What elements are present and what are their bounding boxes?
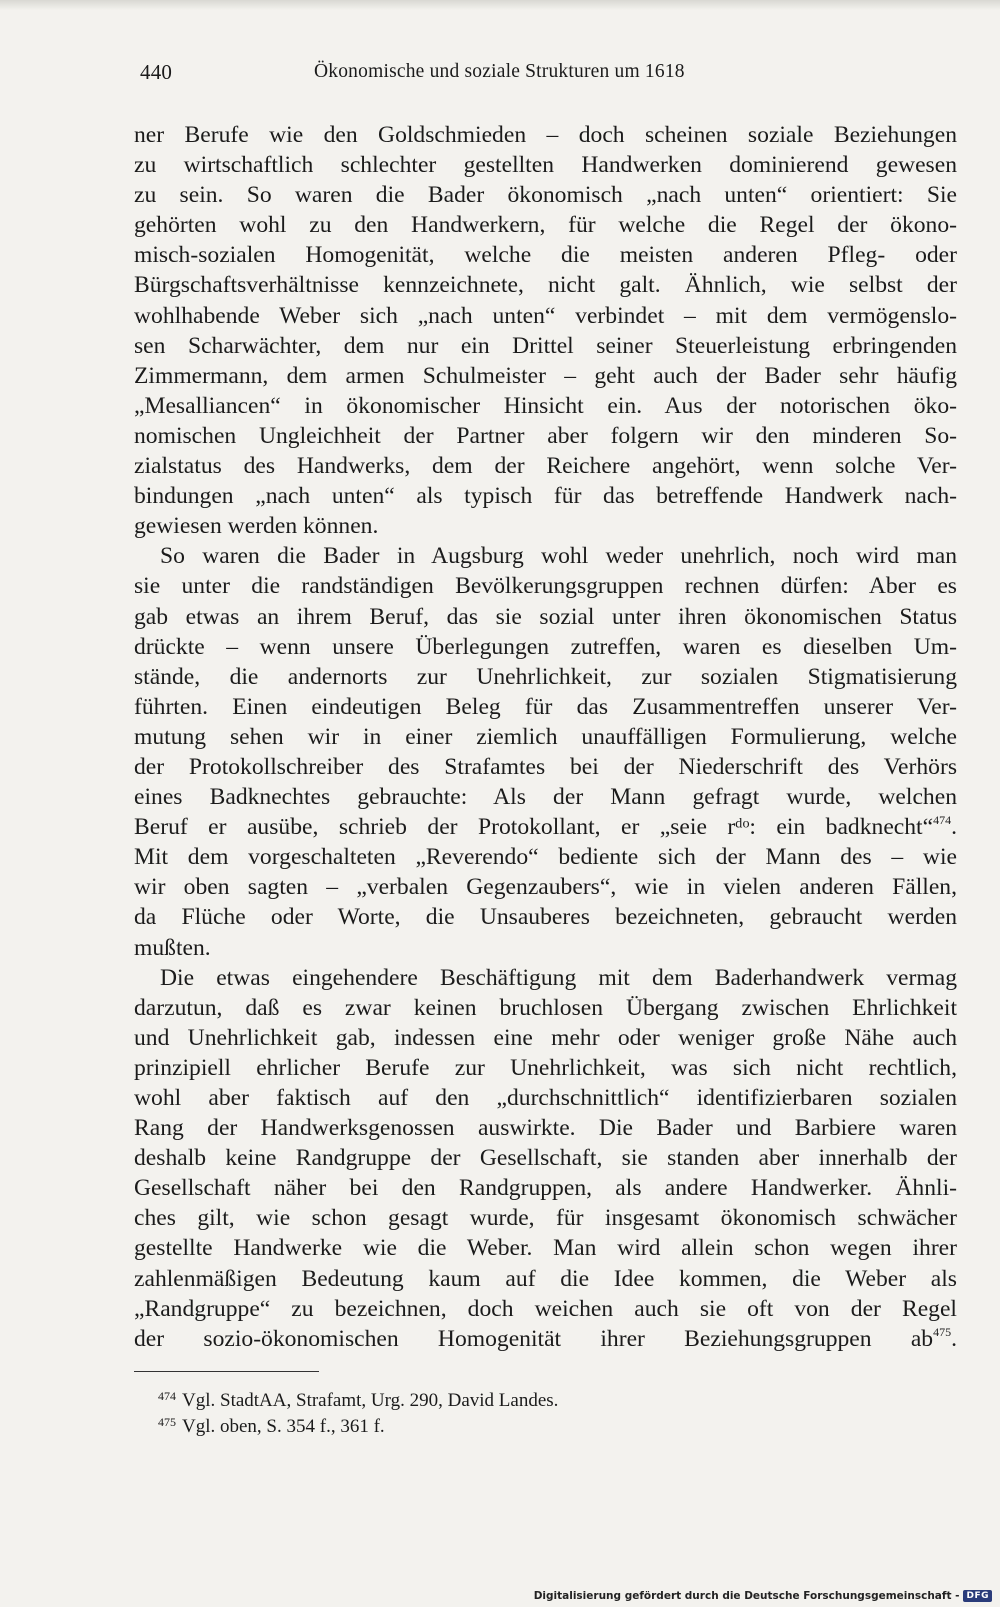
text-line: gehörten wohl zu den Handwerkern, für welche die Regel der ökono- bbox=[134, 212, 957, 239]
text-line: „Mesalliancen“ in ökonomischer Hinsicht ein. Aus der notorischen öko- bbox=[134, 392, 957, 419]
text-line: deshalb keine Randgruppe der Gesellschaft, sie standen aber innerhalb der bbox=[134, 1145, 957, 1172]
footnote-text: Vgl. StadtAA, Strafamt, Urg. 290, David Landes. bbox=[182, 1390, 559, 1411]
text-line: zu wirtschaftlich schlechter gestellten Handwerken dominierend gewesen bbox=[134, 152, 957, 179]
line-text: Beruf er ausübe, schrieb der Protokollant, er „seie rᵈᵒ: ein badknecht“ bbox=[134, 814, 934, 841]
text-line: gab etwas an ihrem Beruf, das sie sozial unter ihren ökonomischen Status bbox=[134, 603, 957, 630]
text-line: drückte – wenn unsere Überlegungen zutreffen, waren es dieselben Um- bbox=[134, 633, 957, 660]
text-line: mußten. bbox=[134, 934, 211, 961]
text-line: Gesellschaft näher bei den Randgruppen, als andere Handwerker. Ähnli- bbox=[134, 1175, 957, 1202]
text-line: und Unehrlichkeit gab, indessen eine mehr oder weniger große Nähe auch bbox=[134, 1024, 957, 1051]
body-text bbox=[134, 120, 957, 1354]
text-line: gewiesen werden können. bbox=[134, 513, 379, 540]
text-line: sen Scharwächter, dem nur ein Drittel seiner Steuerleistung erbringenden bbox=[134, 332, 957, 359]
text-line: nomischen Ungleichheit der Partner aber folgern wir den minderen So- bbox=[134, 422, 957, 449]
text-line: gestellte Handwerke wie die Weber. Man wird allein schon wegen ihrer bbox=[134, 1235, 957, 1262]
footnotes bbox=[158, 1383, 858, 1435]
page-number: 440 bbox=[140, 60, 173, 84]
text-line: misch-sozialen Homogenität, welche die meisten anderen Pfleg- oder bbox=[134, 242, 957, 269]
footnote-ref-475: 475 bbox=[933, 1324, 952, 1339]
text-line: So waren die Bader in Augsburg wohl weder unehrlich, noch wird man bbox=[160, 543, 957, 570]
text-line: wir oben sagten – „verbalen Gegenzaubers“, wie in vielen anderen Fällen, bbox=[134, 874, 957, 901]
text-line: mutung sehen wir in einer ziemlich unauffälligen Formulierung, welche bbox=[134, 723, 957, 750]
text-line: Die etwas eingehendere Beschäftigung mit dem Baderhandwerk vermag bbox=[160, 964, 957, 991]
footnote-text: Vgl. oben, S. 354 f., 361 f. bbox=[182, 1416, 385, 1437]
text-line: Zimmermann, dem armen Schulmeister – geht auch der Bader sehr häufig bbox=[134, 362, 957, 389]
footnote-number: 474 bbox=[158, 1389, 176, 1403]
banner-text: Digitalisierung gefördert durch die Deutsche Forschungsgemeinschaft - bbox=[533, 1590, 960, 1602]
text-line: wohlhabende Weber sich „nach unten“ verbindet – mit dem vermögenslo- bbox=[134, 302, 957, 329]
text-line: zialstatus des Handwerks, dem der Reichere angehört, wenn solche Ver- bbox=[134, 453, 957, 480]
text-line: führten. Einen eindeutigen Beleg für das Zusammentreffen unserer Ver- bbox=[134, 693, 957, 720]
dfg-logo: DFG bbox=[963, 1590, 992, 1602]
text-line-with-footnote bbox=[134, 1324, 957, 1354]
footnote-475 bbox=[158, 1409, 858, 1435]
text-line: zahlenmäßigen Bedeutung kaum auf die Idee kommen, die Weber als bbox=[134, 1265, 957, 1292]
footnote-ref-474: 474 bbox=[933, 813, 952, 828]
text-line: Bürgschaftsverhältnisse kennzeichnete, nicht galt. Ähnlich, wie selbst der bbox=[134, 272, 957, 299]
text-line: ches gilt, wie schon gesagt wurde, für insgesamt ökonomisch schwächer bbox=[134, 1205, 957, 1232]
line-tail: . bbox=[951, 1325, 957, 1352]
footnote-474 bbox=[158, 1383, 858, 1409]
footnote-divider bbox=[134, 1371, 319, 1372]
text-line: der Protokollschreiber des Strafamtes bei der Niederschrift des Verhörs bbox=[134, 753, 957, 780]
text-line-with-footnote bbox=[134, 812, 957, 842]
text-line: wohl aber faktisch auf den „durchschnittlich“ identifizierbaren sozialen bbox=[134, 1085, 957, 1111]
line-tail: . bbox=[951, 814, 957, 841]
line-text: der sozio-ökonomischen Homogenität ihrer Beziehungsgruppen ab bbox=[134, 1325, 934, 1352]
running-title: Ökonomische und soziale Strukturen um 1618 bbox=[314, 61, 685, 82]
text-line: darzutun, daß es zwar keinen bruchlosen Übergang zwischen Ehrlichkeit bbox=[134, 994, 957, 1021]
text-line: prinzipiell ehrlicher Berufe zur Unehrlichkeit, was sich nicht rechtlich, bbox=[134, 1054, 957, 1081]
text-line: eines Badknechtes gebrauchte: Als der Mann gefragt wurde, welchen bbox=[134, 784, 957, 811]
text-line: bindungen „nach unten“ als typisch für das betreffende Handwerk nach- bbox=[134, 483, 957, 510]
text-line: ner Berufe wie den Goldschmieden – doch scheinen soziale Beziehungen bbox=[134, 122, 957, 148]
text-line: stände, die andernorts zur Unehrlichkeit, zur sozialen Stigmatisierung bbox=[134, 663, 957, 690]
text-line: Mit dem vorgeschalteten „Reverendo“ bediente sich der Mann des – wie bbox=[134, 844, 957, 871]
text-line: zu sein. So waren die Bader ökonomisch „nach unten“ orientiert: Sie bbox=[134, 182, 957, 209]
text-line: da Flüche oder Worte, die Unsauberes bezeichneten, gebraucht werden bbox=[134, 904, 957, 931]
text-line: „Randgruppe“ zu bezeichnen, doch weichen auch sie oft von der Regel bbox=[134, 1295, 957, 1322]
text-line: Rang der Handwerksgenossen auswirkte. Die Bader und Barbiere waren bbox=[134, 1115, 957, 1142]
page-top-edge bbox=[0, 0, 1000, 10]
text-line: sie unter die randständigen Bevölkerungsgruppen rechnen dürfen: Aber es bbox=[134, 573, 957, 600]
digitization-banner bbox=[534, 1590, 992, 1602]
footnote-number: 475 bbox=[158, 1415, 176, 1429]
